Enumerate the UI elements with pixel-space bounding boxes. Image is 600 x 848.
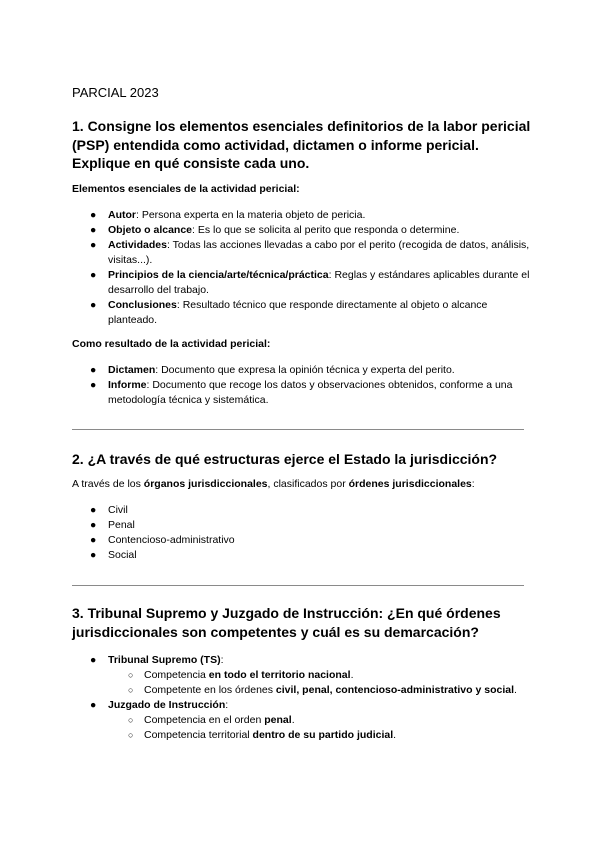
list-item: ● Actividades: Todas las acciones llevadas a cabo por el perito (recogida de datos, análisis, visitas...). <box>90 239 530 266</box>
question-3-heading: 3. Tribunal Supremo y Juzgado de Instrucción: ¿En qué órdenes jurisdiccionales son competentes y cuál es su demarcación? <box>72 605 501 640</box>
q1-elements-list <box>90 208 530 328</box>
question-2-heading: 2. ¿A través de qué estructuras ejerce el Estado la jurisdicción? <box>72 451 498 467</box>
sub-list-item: ○ Competencia en todo el territorio nacional. <box>128 669 354 681</box>
sub-list-item: ○ Competencia en el orden penal. <box>128 714 295 726</box>
list-item: ● Principios de la ciencia/arte/técnica/práctica: Reglas y estándares aplicables durante el desarrollo del trabajo. <box>90 269 530 296</box>
list-item: ● Informe: Documento que recoge los datos y observaciones obtenidos, conforme a una metodología técnica y sistemática. <box>90 379 513 406</box>
q1-subheading-result: Como resultado de la actividad pericial: <box>72 338 271 350</box>
q2-orders-list <box>90 503 530 563</box>
question-1-heading: 1. Consigne los elementos esenciales definitorios de la labor pericial (PSP) entendida como actividad, dictamen o informe pericial. Explique en qué consiste cada uno. <box>72 118 531 171</box>
document-title: PARCIAL 2023 <box>72 85 159 100</box>
section-divider <box>72 585 524 586</box>
list-item: ● Civil <box>90 504 128 516</box>
q3-courts-list <box>90 653 530 743</box>
q1-subheading-elements: Elementos esenciales de la actividad pericial: <box>72 183 300 195</box>
list-item: ● Penal <box>90 519 135 531</box>
sub-list-item: ○ Competente en los órdenes civil, penal, contencioso-administrativo y social. <box>128 684 517 696</box>
q2-intro: A través de los órganos jurisdiccionales, clasificados por órdenes jurisdiccionales: <box>72 478 475 490</box>
list-item: ● Dictamen: Documento que expresa la opinión técnica y experta del perito. <box>90 364 455 376</box>
list-item: ● Conclusiones: Resultado técnico que responde directamente al objeto o alcance planteado. <box>90 299 488 326</box>
list-item-tribunal-supremo: ● Tribunal Supremo (TS): ○ Competencia en todo el territorio nacional. ○ Competente en los órdenes civil, penal, contencioso-administrativo y social. <box>90 653 530 698</box>
list-item-juzgado-instruccion: ● Juzgado de Instrucción: ○ Competencia en el orden penal. ○ Competencia territorial dentro de su partido judicial. <box>90 698 530 743</box>
list-item: ● Contencioso-administrativo <box>90 534 235 546</box>
section-divider <box>72 429 524 430</box>
list-item: ● Autor: Persona experta en la materia objeto de pericia. <box>90 209 366 221</box>
q1-result-list <box>90 363 530 408</box>
list-item: ● Social <box>90 549 137 561</box>
sub-list-item: ○ Competencia territorial dentro de su partido judicial. <box>128 729 397 741</box>
list-item: ● Objeto o alcance: Es lo que se solicita al perito que responda o determine. <box>90 224 460 236</box>
